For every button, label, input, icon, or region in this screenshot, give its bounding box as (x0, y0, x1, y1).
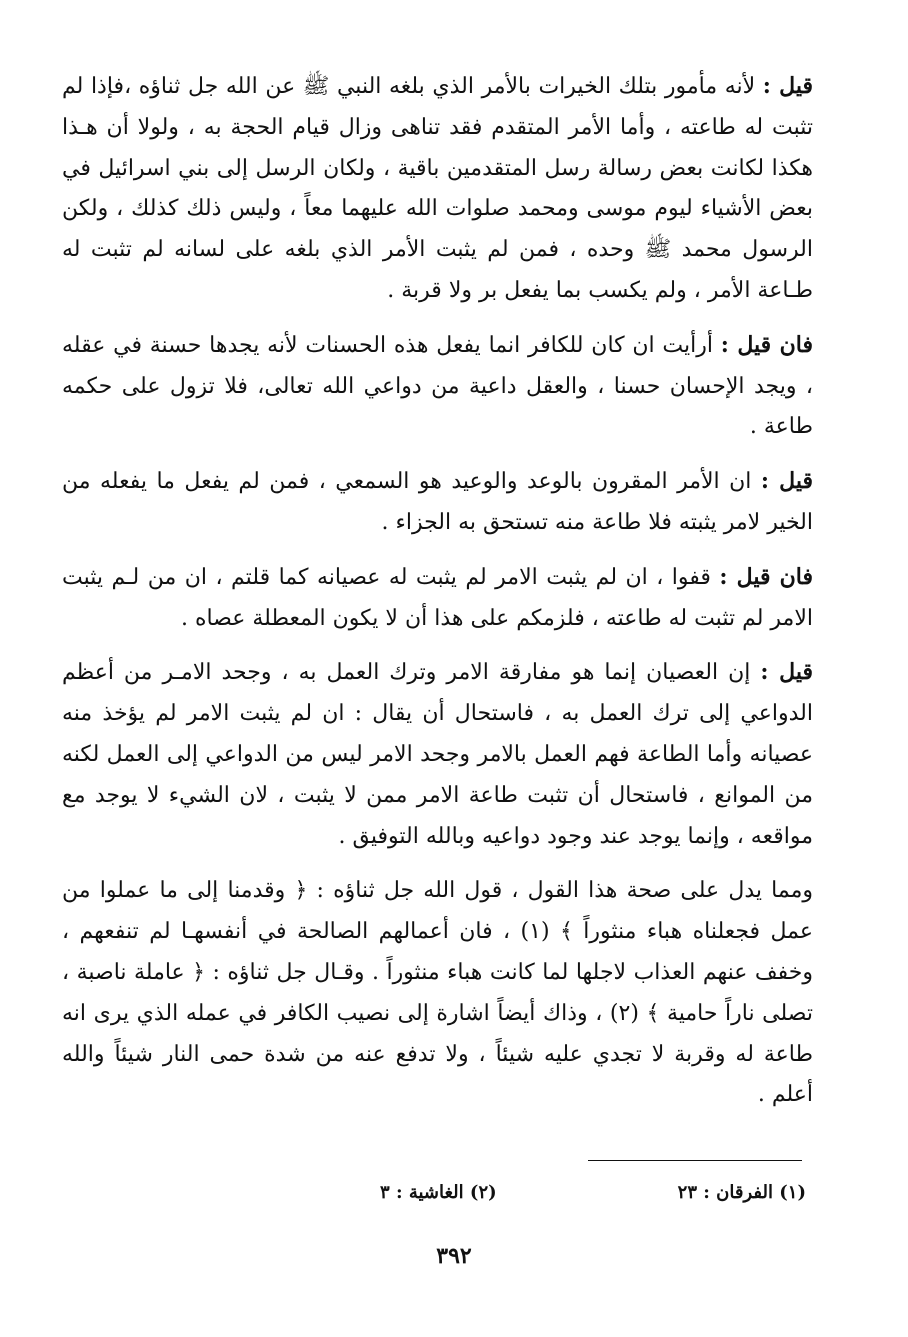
paragraph-1 (62, 66, 813, 312)
paragraph-3 (62, 461, 813, 544)
paragraph-text: قفوا ، ان لم يثبت الامر لم يثبت له عصيانه كما قلتم ، ان من لـم يثبت الامر لم تثبت له طاعته ، فلزمكم على هذا أن لا يكون المعطلة عصاه . (62, 564, 813, 631)
paragraph-lead: فان قيل : (720, 331, 813, 358)
paragraph-text: ان الأمر المقرون بالوعد والوعيد هو السمعي ، فمن لم يفعل ما يفعله من الخير لامر يثبته فلا طاعة منه تستحق به الجزاء . (62, 469, 813, 535)
paragraph-text: أرأيت ان كان للكافر انما يفعل هذه الحسنات لأنه يجدها حسنة في عقله ، ويجد الإحسان حسنا ، والعقل داعية من دواعي الله تعالى، فلا تزول على حكمه طاعة . (62, 332, 813, 440)
paragraph-text: ومما يدل على صحة هذا القول ، قول الله جل ثناؤه : ﴿ وقدمنا إلى ما عملوا من عمل فجعلناه هباء منثوراً ﴾ (١) ، فان أعمالهم الصالحة في أنفسهـا لم تنفعهم ، وخفف عنهم العذاب لاجلها لما كانت هباء منثوراً . وقـال جل ثناؤه : ﴿ عاملة ناصبة ، تصلى ناراً حامية ﴾ (٢) ، وذاك أيضاً اشارة إلى نصيب الكافر في عمله الذي يرى انه طاعة له وقربة لا تجدي عليه شيئاً ، ولا تدفع عنه من شدة حمى النار شيئاً والله أعلم . (62, 878, 813, 1108)
page-number: ٣٩٢ (436, 1243, 472, 1269)
paragraph-lead: قيل : (760, 659, 813, 686)
paragraph-text: لأنه مأمور بتلك الخيرات بالأمر الذي بلغه النبي ﷺ عن الله جل ثناؤه ،فإذا لم تثبت له طاعته ، وأما الأمر المتقدم فقد تناهى وزال قيام الحجة به ، ولولا أن هـذا هكذا لكانت بعض رسالة رسل المتقدمين باقية ، ولكان الرسل إلى بني اسرائيل في بعض الأشياء ليوم موسى ومحمد صلوات الله عليهما معاً ، وليس ذلك كذلك ، ولكن الرسول محمد ﷺ وحده ، فمن لم يثبت الأمر الذي بلغه على لسانه لم تثبت له طـاعة الأمر ، ولم يكسب بما يفعل بر ولا قربة . (62, 74, 814, 303)
main-text (62, 66, 813, 1129)
paragraph-2 (62, 325, 813, 448)
footnotes (380, 1182, 806, 1203)
paragraph-lead: قيل : (762, 73, 813, 99)
paragraph-text: إن العصيان إنما هو مفارقة الامر وترك العمل به ، وجحد الامـر من أعظم الدواعي إلى ترك العمل به ، فاستحال أن يقال : ان لم يثبت الامر لم يؤخذ منه عصيانه وأما الطاعة فهم العمل بالامر وجحد الامر ليس من الدواعي إلى العمل لكنه من الموانع ، فاستحال أن تثبت طاعة الامر ممن لا يثبت ، لان الشيء لا يوجد مع مواقعه ، وإنما يوجد عند وجود دواعيه وبالله التوفيق . (62, 660, 813, 849)
footnote-separator (588, 1160, 802, 1161)
paragraph-6 (62, 870, 813, 1116)
paragraph-5 (62, 652, 813, 857)
paragraph-4 (62, 557, 813, 640)
footnote-1: (١) الفرقان : ٢٣ (677, 1182, 806, 1203)
paragraph-lead: فان قيل : (719, 563, 814, 590)
footnote-2: (٢) الغاشية : ٣ (380, 1182, 497, 1203)
paragraph-lead: قيل : (760, 468, 813, 495)
